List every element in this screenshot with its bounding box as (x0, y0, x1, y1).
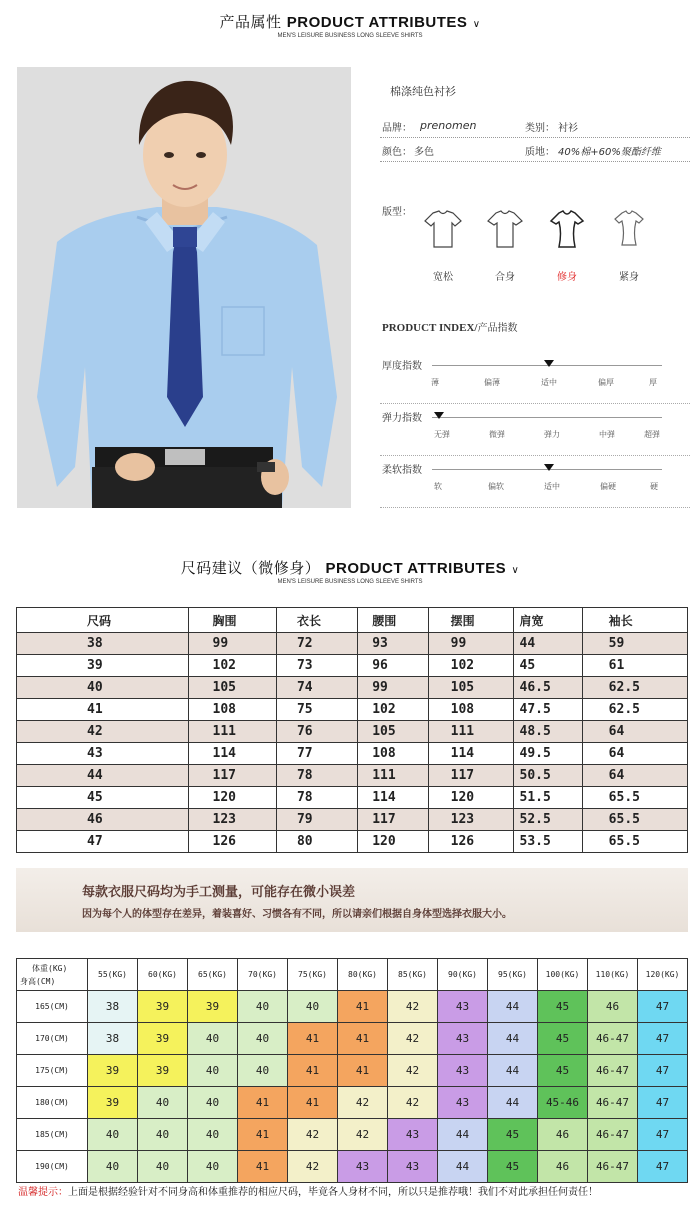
fit-label: 版型： (382, 207, 412, 218)
table-cell: 46 (17, 809, 189, 831)
table-cell: 117 (358, 809, 428, 831)
product-index-title (382, 319, 517, 334)
table-cell: 120 (188, 787, 276, 809)
index-level: 厚 (649, 378, 657, 387)
index-softness (380, 461, 690, 508)
column-header: 胸围 (188, 608, 276, 633)
size-cell: 44 (438, 1119, 488, 1151)
size-cell: 46-47 (588, 1151, 638, 1183)
note-line-2: 因为每个人的体型存在差异，着装喜好、习惯各有不同，所以请亲们根据自身体型选择衣服大小。 (82, 909, 512, 920)
index-name: 柔软指数 (382, 465, 422, 476)
weight-header: 110(KG) (588, 959, 638, 991)
table-cell: 93 (358, 633, 428, 655)
table-cell: 75 (276, 699, 357, 721)
index-title-en: PRODUCT INDEX/ (382, 322, 478, 334)
table-cell: 62.5 (582, 699, 687, 721)
size-cell: 42 (388, 1087, 438, 1119)
size-table-header (17, 608, 688, 633)
table-cell: 41 (17, 699, 189, 721)
size-cell: 42 (288, 1151, 338, 1183)
table-cell: 120 (428, 787, 513, 809)
size-recommendation-grid (16, 958, 688, 1183)
table-cell: 72 (276, 633, 357, 655)
index-level: 软 (434, 482, 442, 491)
size-cell: 40 (188, 1119, 238, 1151)
table-row (17, 765, 688, 787)
size-cell: 40 (188, 1151, 238, 1183)
size-cell: 43 (388, 1119, 438, 1151)
index-level: 偏硬 (600, 482, 616, 491)
size-cell: 43 (438, 1023, 488, 1055)
size-cell: 39 (88, 1087, 138, 1119)
table-cell: 114 (428, 743, 513, 765)
table-cell: 78 (276, 765, 357, 787)
table-row (17, 831, 688, 853)
index-level: 适中 (544, 482, 560, 491)
size-cell: 40 (238, 991, 288, 1023)
size-cell: 40 (188, 1087, 238, 1119)
weight-header: 55(KG) (88, 959, 138, 991)
size-cell: 42 (288, 1119, 338, 1151)
table-cell: 44 (17, 765, 189, 787)
grid-row (17, 1023, 688, 1055)
table-row (17, 633, 688, 655)
height-axis-label: 身高(CM) (20, 976, 56, 986)
category-value: 衬衫 (558, 123, 578, 134)
size-cell: 42 (388, 1023, 438, 1055)
table-cell: 102 (358, 699, 428, 721)
size-cell: 46-47 (588, 1055, 638, 1087)
table-cell: 78 (276, 787, 357, 809)
table-cell: 120 (358, 831, 428, 853)
table-row (17, 677, 688, 699)
index-level: 弹力 (544, 430, 560, 439)
index-name: 厚度指数 (382, 361, 422, 372)
size-cell: 46 (588, 991, 638, 1023)
brand-label: 品牌： (382, 123, 412, 134)
size-cell: 41 (238, 1119, 288, 1151)
size-cell: 40 (88, 1119, 138, 1151)
size-cell: 46-47 (588, 1087, 638, 1119)
column-header: 摆围 (428, 608, 513, 633)
index-level: 偏薄 (484, 378, 500, 387)
weight-header: 100(KG) (538, 959, 588, 991)
size-cell: 38 (88, 991, 138, 1023)
size-cell: 46-47 (588, 1023, 638, 1055)
size-cell: 44 (488, 1087, 538, 1119)
size-cell: 40 (88, 1151, 138, 1183)
size-cell: 41 (238, 1087, 288, 1119)
size-cell: 43 (338, 1151, 388, 1183)
index-marker (544, 464, 554, 471)
size-cell: 44 (488, 1023, 538, 1055)
size-cell: 42 (388, 991, 438, 1023)
size-cell: 44 (488, 991, 538, 1023)
table-cell: 49.5 (513, 743, 582, 765)
size-cell: 40 (138, 1151, 188, 1183)
index-level: 微弹 (489, 430, 505, 439)
weight-header: 90(KG) (438, 959, 488, 991)
color-value: 多色 (414, 147, 434, 158)
brand-value: prenomen (420, 119, 477, 132)
table-cell: 79 (276, 809, 357, 831)
grid-row (17, 1119, 688, 1151)
column-header: 尺码 (17, 608, 189, 633)
size-cell: 45 (538, 991, 588, 1023)
table-cell: 108 (188, 699, 276, 721)
section-title-cn: 尺码建议（微修身） (180, 559, 321, 577)
attributes-section-header (0, 11, 700, 39)
table-cell: 64 (582, 765, 687, 787)
tip-text: 上面是根据经验针对不同身高和体重推荐的相应尺码，毕竟各人身材不同，所以只是推荐哦！我们不对此承担任何责任！ (68, 1187, 598, 1198)
table-cell: 65.5 (582, 809, 687, 831)
table-cell: 65.5 (582, 787, 687, 809)
chevron-down-icon: ∨ (472, 19, 481, 30)
height-header: 175(CM) (17, 1055, 88, 1087)
table-cell: 50.5 (513, 765, 582, 787)
table-cell: 111 (358, 765, 428, 787)
index-marker (544, 360, 554, 367)
table-cell: 47 (17, 831, 189, 853)
fit-label-regular: 合身 (495, 272, 515, 283)
column-header: 衣长 (276, 608, 357, 633)
table-cell: 114 (188, 743, 276, 765)
table-cell: 108 (428, 699, 513, 721)
tip-label: 温馨提示： (18, 1187, 68, 1198)
table-cell: 73 (276, 655, 357, 677)
size-cell: 39 (88, 1055, 138, 1087)
size-cell: 41 (338, 991, 388, 1023)
weight-axis-label: 体重(KG) (32, 963, 68, 973)
table-cell: 76 (276, 721, 357, 743)
index-level: 薄 (431, 378, 439, 387)
table-row (17, 699, 688, 721)
size-cell: 41 (338, 1055, 388, 1087)
table-cell: 51.5 (513, 787, 582, 809)
section-title-en: PRODUCT ATTRIBUTES (286, 14, 468, 31)
table-cell: 108 (358, 743, 428, 765)
chevron-down-icon: ∨ (511, 565, 520, 576)
table-cell: 43 (17, 743, 189, 765)
weight-header: 80(KG) (338, 959, 388, 991)
section-subtitle: MEN'S LEISURE BUSINESS LONG SLEEVE SHIRTS (277, 33, 423, 39)
table-cell: 105 (358, 721, 428, 743)
table-cell: 52.5 (513, 809, 582, 831)
index-elasticity (380, 409, 690, 456)
index-level: 硬 (650, 482, 658, 491)
size-cell: 47 (638, 1055, 688, 1087)
size-cell: 47 (638, 1119, 688, 1151)
grid-row (17, 1087, 688, 1119)
weight-header: 70(KG) (238, 959, 288, 991)
fit-option-loose (418, 207, 468, 283)
index-level: 无弹 (434, 430, 450, 439)
size-cell: 45 (538, 1023, 588, 1055)
weight-header: 60(KG) (138, 959, 188, 991)
measurement-note (16, 868, 688, 932)
table-cell: 39 (17, 655, 189, 677)
grid-row (17, 991, 688, 1023)
table-cell: 45 (17, 787, 189, 809)
size-cell: 40 (238, 1055, 288, 1087)
table-cell: 123 (428, 809, 513, 831)
index-level: 中弹 (599, 430, 615, 439)
material-value: 40%棉+60%聚酯纤维 (558, 147, 661, 158)
weight-header: 85(KG) (388, 959, 438, 991)
table-cell: 111 (188, 721, 276, 743)
table-cell: 45 (513, 655, 582, 677)
height-header: 190(CM) (17, 1151, 88, 1183)
size-cell: 45 (488, 1151, 538, 1183)
size-cell: 40 (188, 1055, 238, 1087)
fit-option-slim (542, 207, 592, 283)
size-cell: 40 (138, 1119, 188, 1151)
grid-header-row (17, 959, 688, 991)
index-scale (432, 417, 662, 418)
size-cell: 40 (238, 1023, 288, 1055)
index-level: 超弹 (644, 430, 660, 439)
table-cell: 123 (188, 809, 276, 831)
table-cell: 77 (276, 743, 357, 765)
fit-label-loose: 宽松 (433, 272, 453, 283)
section-title-en: PRODUCT ATTRIBUTES (325, 560, 507, 577)
fit-label-tight: 紧身 (619, 272, 639, 283)
table-cell: 53.5 (513, 831, 582, 853)
table-cell: 102 (188, 655, 276, 677)
height-header: 170(CM) (17, 1023, 88, 1055)
weight-header: 65(KG) (188, 959, 238, 991)
table-cell: 38 (17, 633, 189, 655)
size-cell: 43 (438, 991, 488, 1023)
size-cell: 47 (638, 1023, 688, 1055)
table-cell: 102 (428, 655, 513, 677)
column-header: 肩宽 (513, 608, 582, 633)
index-marker (434, 412, 444, 419)
tshirt-icon (421, 207, 465, 251)
size-cell: 46 (538, 1119, 588, 1151)
grid-row (17, 1151, 688, 1183)
size-cell: 44 (438, 1151, 488, 1183)
size-table (16, 607, 688, 853)
table-row (17, 721, 688, 743)
table-cell: 64 (582, 721, 687, 743)
size-cell: 38 (88, 1023, 138, 1055)
size-cell: 47 (638, 1151, 688, 1183)
table-cell: 117 (428, 765, 513, 787)
color-label: 颜色： (382, 147, 412, 158)
table-cell: 46.5 (513, 677, 582, 699)
size-cell: 47 (638, 1087, 688, 1119)
size-cell: 45-46 (538, 1087, 588, 1119)
table-cell: 99 (428, 633, 513, 655)
index-title-cn: 产品指数 (477, 323, 518, 334)
table-cell: 99 (358, 677, 428, 699)
table-cell: 62.5 (582, 677, 687, 699)
tshirt-icon (483, 207, 527, 251)
column-header: 腰围 (358, 608, 428, 633)
table-cell: 126 (188, 831, 276, 853)
size-cell: 43 (438, 1055, 488, 1087)
table-cell: 61 (582, 655, 687, 677)
table-cell: 114 (358, 787, 428, 809)
index-thickness (380, 357, 690, 404)
model-photo (17, 67, 351, 508)
table-row (17, 809, 688, 831)
weight-header: 120(KG) (638, 959, 688, 991)
table-cell: 74 (276, 677, 357, 699)
size-cell: 42 (338, 1087, 388, 1119)
info-row-color (380, 139, 690, 162)
table-cell: 64 (582, 743, 687, 765)
index-level: 偏软 (488, 482, 504, 491)
table-cell: 126 (428, 831, 513, 853)
tshirt-icon (545, 207, 589, 251)
weight-header: 75(KG) (288, 959, 338, 991)
fit-option-regular (480, 207, 530, 283)
size-cell: 39 (138, 1023, 188, 1055)
size-cell: 41 (338, 1023, 388, 1055)
size-cell: 41 (288, 1087, 338, 1119)
table-cell: 80 (276, 831, 357, 853)
size-cell: 39 (138, 1055, 188, 1087)
table-cell: 47.5 (513, 699, 582, 721)
table-row (17, 743, 688, 765)
weight-header: 95(KG) (488, 959, 538, 991)
height-header: 165(CM) (17, 991, 88, 1023)
table-cell: 105 (188, 677, 276, 699)
size-cell: 41 (238, 1151, 288, 1183)
category-label: 类别： (525, 123, 555, 134)
size-cell: 40 (288, 991, 338, 1023)
size-cell: 43 (438, 1087, 488, 1119)
size-section-header (0, 557, 700, 585)
product-name: 棉涤纯色衬衫 (390, 85, 456, 98)
size-cell: 41 (288, 1023, 338, 1055)
height-header: 185(CM) (17, 1119, 88, 1151)
size-cell: 40 (188, 1023, 238, 1055)
table-cell: 48.5 (513, 721, 582, 743)
table-cell: 117 (188, 765, 276, 787)
table-cell: 65.5 (582, 831, 687, 853)
size-cell: 45 (538, 1055, 588, 1087)
table-row (17, 787, 688, 809)
grid-row (17, 1055, 688, 1087)
table-cell: 96 (358, 655, 428, 677)
tshirt-icon (607, 207, 651, 251)
disclaimer-tip (18, 1183, 598, 1198)
table-cell: 40 (17, 677, 189, 699)
table-cell: 105 (428, 677, 513, 699)
size-cell: 44 (488, 1055, 538, 1087)
size-cell: 39 (188, 991, 238, 1023)
size-cell: 46-47 (588, 1119, 638, 1151)
table-cell: 44 (513, 633, 582, 655)
size-cell: 39 (138, 991, 188, 1023)
info-row-brand (380, 115, 690, 138)
size-cell: 46 (538, 1151, 588, 1183)
index-level: 偏厚 (598, 378, 614, 387)
size-cell: 43 (388, 1151, 438, 1183)
section-title-cn: 产品属性 (219, 13, 282, 31)
material-label: 质地： (525, 147, 555, 158)
table-cell: 42 (17, 721, 189, 743)
index-name: 弹力指数 (382, 413, 422, 424)
note-line-1: 每款衣服尺码均为手工测量，可能存在微小误差 (82, 884, 356, 899)
table-row (17, 655, 688, 677)
height-header: 180(CM) (17, 1087, 88, 1119)
size-cell: 42 (338, 1119, 388, 1151)
section-subtitle: MEN'S LEISURE BUSINESS LONG SLEEVE SHIRTS (277, 579, 423, 585)
table-cell: 59 (582, 633, 687, 655)
size-cell: 47 (638, 991, 688, 1023)
grid-corner (17, 959, 88, 991)
column-header: 袖长 (582, 608, 687, 633)
size-cell: 41 (288, 1055, 338, 1087)
fit-label-slim: 修身 (557, 272, 577, 283)
size-cell: 42 (388, 1055, 438, 1087)
size-cell: 40 (138, 1087, 188, 1119)
size-cell: 45 (488, 1119, 538, 1151)
index-level: 适中 (541, 378, 557, 387)
table-cell: 111 (428, 721, 513, 743)
table-cell: 99 (188, 633, 276, 655)
fit-option-tight (604, 207, 654, 283)
